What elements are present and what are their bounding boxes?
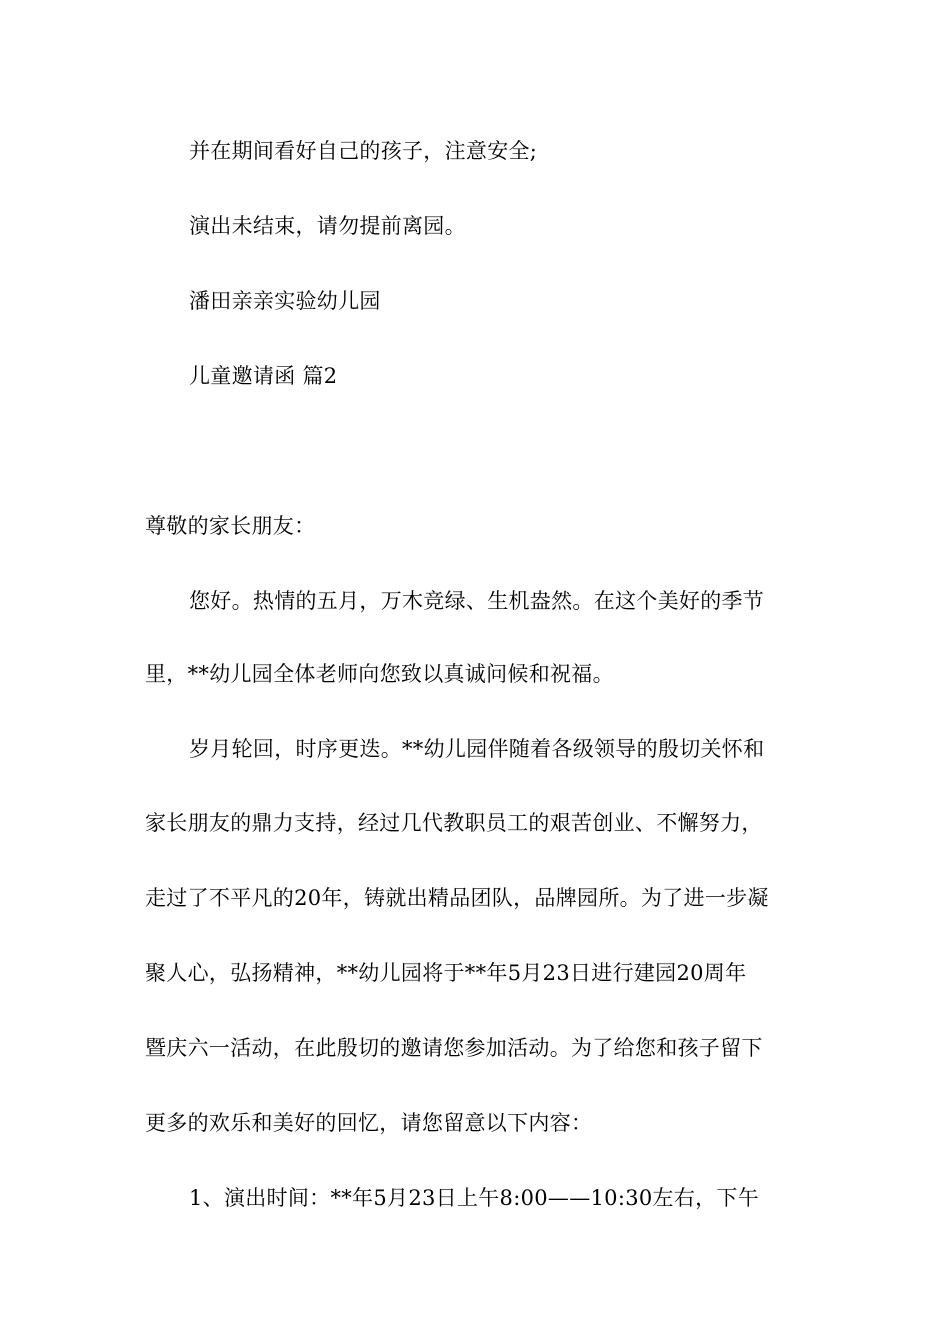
paragraph-history-line-4: 聚人心，弘扬精神，**幼儿园将于**年5月23日进行建园20周年 [145, 961, 747, 985]
section-heading: 儿童邀请函 篇2 [189, 364, 338, 388]
paragraph-greeting-line-2: 里，**幼儿园全体老师向您致以真诚问候和祝福。 [145, 662, 614, 686]
paragraph-no-early-leave: 演出未结束，请勿提前离园。 [189, 214, 466, 238]
list-item-performance-time: 1、演出时间：**年5月23日上午8:00——10:30左右，下午 [189, 1186, 760, 1210]
salutation: 尊敬的家长朋友： [145, 514, 316, 538]
signature-kindergarten: 潘田亲亲实验幼儿园 [189, 289, 381, 313]
paragraph-history-line-3: 走过了不平凡的20年，铸就出精品团队，品牌园所。为了进一步凝 [145, 886, 769, 910]
paragraph-safety-note: 并在期间看好自己的孩子，注意安全; [189, 139, 538, 163]
paragraph-history-line-2: 家长朋友的鼎力支持，经过几代教职员工的艰苦创业、不懈努力， [145, 811, 763, 835]
paragraph-greeting-line-1: 您好。热情的五月，万木竞绿、生机盎然。在这个美好的季节 [189, 589, 765, 613]
paragraph-history-line-1: 岁月轮回，时序更迭。**幼儿园伴随着各级领导的殷切关怀和 [189, 737, 765, 761]
paragraph-history-line-5: 暨庆六一活动，在此殷切的邀请您参加活动。为了给您和孩子留下 [145, 1036, 763, 1060]
paragraph-history-line-6: 更多的欢乐和美好的回忆，请您留意以下内容： [145, 1111, 593, 1135]
